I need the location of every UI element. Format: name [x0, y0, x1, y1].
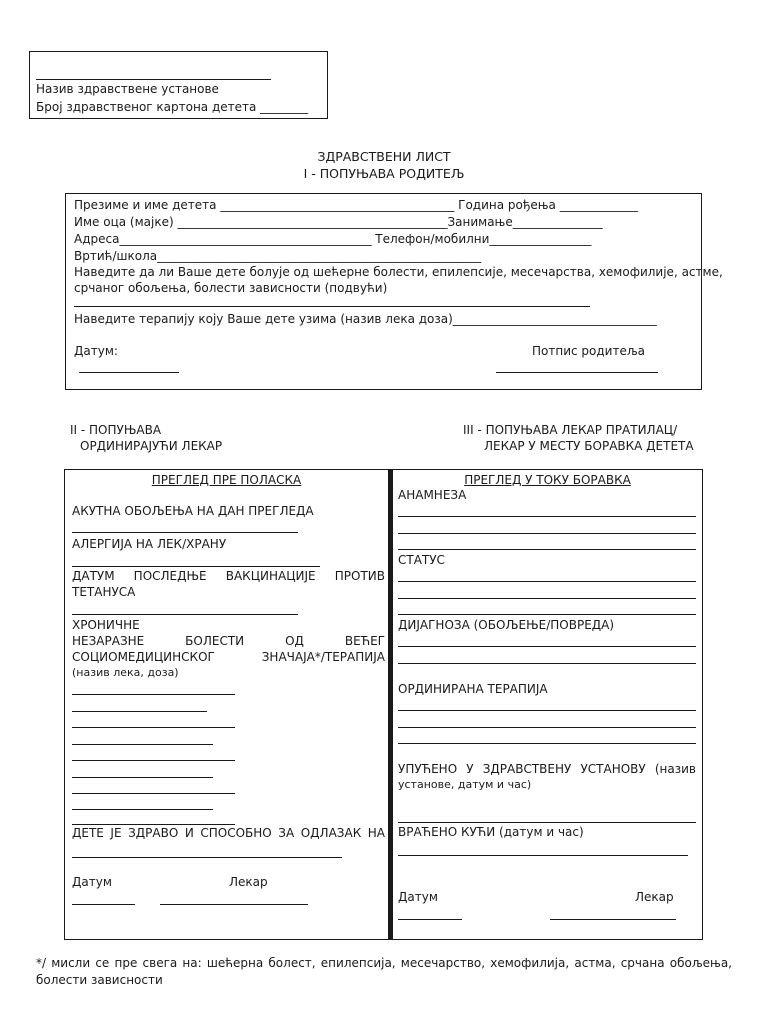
column-divider — [388, 470, 393, 939]
footnote-line2: болести зависности — [36, 973, 163, 987]
right-doctor-label: Лекар — [635, 890, 674, 904]
left-date-line[interactable] — [72, 904, 135, 905]
institution-name-label: Назив здравствене установе — [36, 82, 219, 96]
anamnesis-label: АНАМНЕЗА — [398, 488, 467, 502]
parent-signature-label: Потпис родитеља — [532, 344, 646, 358]
left-doctor-line[interactable] — [160, 904, 308, 905]
institution-name-line[interactable] — [36, 79, 271, 80]
chronic-label-line3: СОЦИОМЕДИЦИНСКОГ ЗНАЧАЈА*/ТЕРАПИЈА — [72, 650, 385, 664]
chronic-line[interactable] — [72, 760, 235, 761]
left-date-label: Датум — [72, 875, 112, 889]
returned-home-line[interactable] — [398, 855, 688, 856]
section2-heading-line2: ОРДИНИРАЈУЋИ ЛЕКАР — [80, 439, 223, 453]
therapy-line[interactable] — [398, 710, 696, 711]
institution-box — [29, 51, 328, 119]
diagnosis-line[interactable] — [398, 663, 696, 664]
right-doctor-line[interactable] — [550, 919, 676, 920]
allergy-label: АЛЕРГИЈА НА ЛЕК/ХРАНУ — [72, 537, 227, 551]
school-field[interactable]: Вртић/школа______________________________________________________ — [74, 249, 482, 263]
chronic-line[interactable] — [72, 727, 235, 728]
chronic-label-line1: ХРОНИЧНЕ — [72, 618, 140, 632]
returned-home-label: ВРАЋЕНО КУЋИ (датум и час) — [398, 825, 584, 839]
form-title: ЗДРАВСТВЕНИ ЛИСТ — [317, 149, 451, 164]
disease-question-line2: срчаног обољења, болести зависности (подвући) — [74, 281, 388, 295]
chronic-line[interactable] — [72, 793, 235, 794]
status-line[interactable] — [398, 614, 696, 615]
address-phone-field[interactable]: Адреса__________________________________________ Телефон/мобилни_________________ — [74, 232, 592, 246]
parent-name-occupation-field[interactable]: Име оца (мајке) _____________________________________________Занимање_______________ — [74, 215, 603, 229]
vaccination-line[interactable] — [72, 614, 298, 615]
chronic-line[interactable] — [72, 777, 213, 778]
anamnesis-line[interactable] — [398, 533, 696, 534]
section3-heading-line2: ЛЕКАР У МЕСТУ БОРАВКА ДЕТЕТА — [484, 439, 694, 453]
vaccination-label-line2: ТЕТАНУСА — [72, 585, 136, 599]
right-date-label: Датум — [398, 890, 438, 904]
status-line[interactable] — [398, 581, 696, 582]
prescribed-therapy-label: ОРДИНИРАНА ТЕРАПИЈА — [398, 682, 548, 696]
diagnosis-label: ДИЈАГНОЗА (ОБОЉЕЊЕ/ПОВРЕДА) — [398, 618, 615, 632]
anamnesis-line[interactable] — [398, 516, 696, 517]
disease-question-line1: Наведите да ли Ваше дете болује од шећерне болести, епилепсије, месечарства, хемофилије, астме, — [74, 265, 723, 279]
disease-answer-line[interactable] — [74, 306, 590, 307]
chronic-line[interactable] — [72, 694, 235, 695]
therapy-question-field[interactable]: Наведите терапију коју Ваше дете узима (назив лека доза)__________________________________ — [74, 312, 657, 326]
chronic-line[interactable] — [72, 824, 235, 825]
referred-line[interactable] — [398, 822, 696, 823]
parent-signature-line[interactable] — [496, 372, 658, 373]
healthy-statement: ДЕТЕ ЈЕ ЗДРАВО И СПОСОБНО ЗА ОДЛАЗАК НА — [72, 826, 385, 840]
footnote-line1: */ мисли се пре свега на: шећерна болест, епилепсија, месечарство, хемофилија, астма, срчана обољења, — [36, 956, 732, 970]
diagnosis-line[interactable] — [398, 646, 696, 647]
chronic-line[interactable] — [72, 744, 213, 745]
status-label: СТАТУС — [398, 553, 445, 567]
parent-date-line[interactable] — [79, 372, 179, 373]
left-column-heading: ПРЕГЛЕД ПРЕ ПОЛАСКА — [151, 473, 302, 487]
right-column-heading: ПРЕГЛЕД У ТОКУ БОРАВКА — [464, 473, 631, 487]
section2-heading-line1: II - ПОПУЊАВА — [70, 423, 162, 437]
examination-box — [64, 469, 703, 940]
chronic-label-line2: НЕЗАРАЗНЕ БОЛЕСТИ ОД ВЕЋЕГ — [72, 634, 385, 648]
health-card-number-label: Број здравственог картона детета ________ — [36, 100, 309, 114]
therapy-line[interactable] — [398, 743, 696, 744]
child-name-birth-field[interactable]: Презиме и име детета _______________________________________ Година рођења _____________ — [74, 198, 638, 212]
left-doctor-label: Лекар — [229, 875, 268, 889]
acute-diseases-line[interactable] — [72, 532, 298, 533]
section3-heading-line1: III - ПОПУЊАВА ЛЕКАР ПРАТИЛАЦ/ — [463, 423, 678, 437]
chronic-label-line4: (назив лека, доза) — [72, 666, 179, 679]
right-date-line[interactable] — [398, 919, 462, 920]
parent-section-box — [65, 193, 723, 390]
anamnesis-line[interactable] — [398, 549, 696, 550]
allergy-line[interactable] — [72, 566, 320, 567]
form-subtitle: I - ПОПУЊАВА РОДИТЕЉ — [303, 166, 465, 181]
chronic-line[interactable] — [72, 809, 213, 810]
parent-date-label: Датум: — [74, 344, 118, 358]
acute-diseases-label: АКУТНА ОБОЉЕЊА НА ДАН ПРЕГЛЕДА — [72, 504, 314, 518]
vaccination-label-line1: ДАТУМ ПОСЛЕДЊЕ ВАКЦИНАЦИЈЕ ПРОТИВ — [72, 569, 385, 583]
status-line[interactable] — [398, 598, 696, 599]
referred-label-line1: УПУЋЕНО У ЗДРАВСТВЕНУ УСТАНОВУ (назив — [398, 762, 696, 776]
therapy-line[interactable] — [398, 727, 696, 728]
healthy-line[interactable] — [72, 857, 342, 858]
chronic-line[interactable] — [72, 711, 207, 712]
referred-label-line2: установе, датум и час) — [398, 778, 532, 791]
